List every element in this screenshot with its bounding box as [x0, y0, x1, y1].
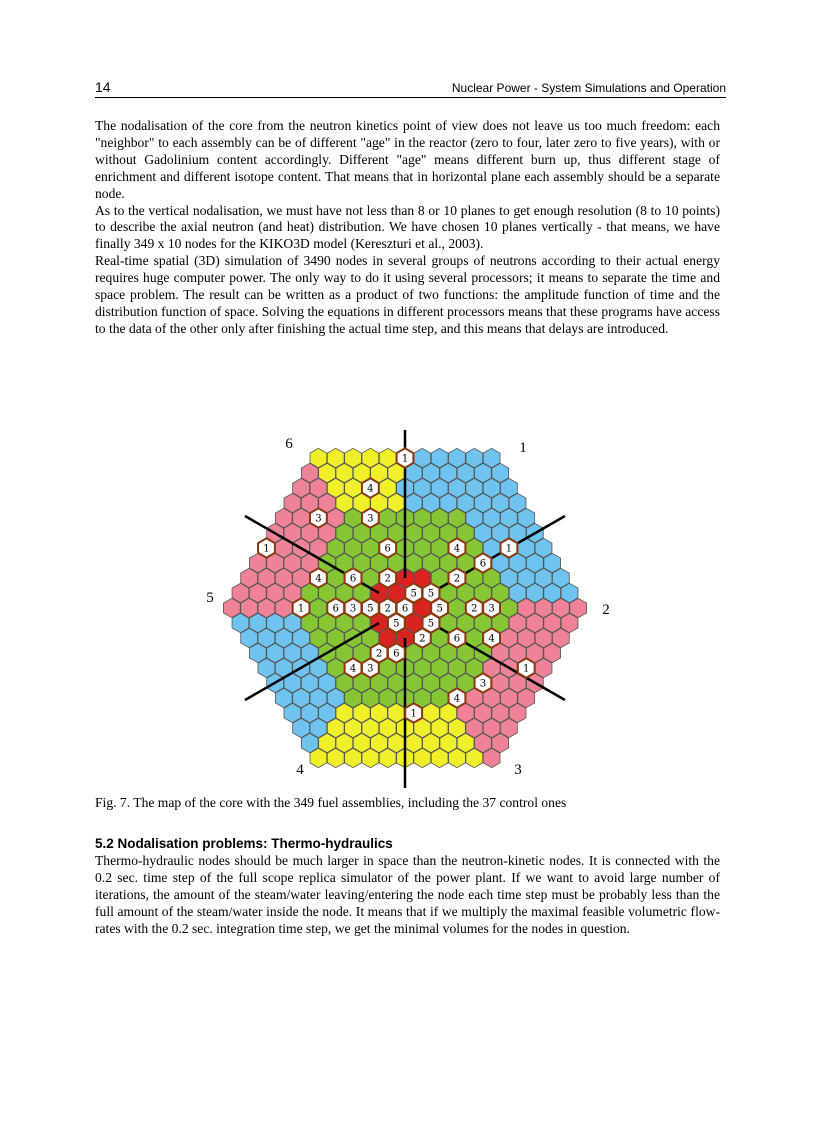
control-assembly-marker: [475, 673, 492, 692]
control-assembly-marker: [379, 568, 396, 587]
control-group-number: 3: [479, 678, 487, 690]
control-assembly-marker: [327, 598, 344, 617]
core-map-figure: [190, 430, 630, 790]
sector-label-4: 4: [296, 762, 304, 778]
control-assembly-marker: [388, 643, 405, 662]
control-group-number: 5: [393, 618, 400, 630]
control-group-number: 2: [471, 603, 478, 615]
control-group-number: 4: [488, 633, 495, 645]
control-group-number: 1: [297, 603, 305, 615]
control-group-number: 4: [315, 573, 322, 585]
paragraph-3: Real-time spatial (3D) simulation of 3490 nodes in several groups of neutrons according to their actual energy requires huge computer power. The only way to do it using several processors; it means to separate the time and space problem. The result can be written as a product of two functions: the amplitude function of time and the distribution function of space. Solving the equations in different processors means that these programs have access to the data of the other only after finishing the actual time step, and this means that delays are introduced.: [95, 253, 720, 336]
section-heading: 5.2 Nodalisation problems: Thermo-hydraulics: [95, 836, 393, 851]
control-group-number: 3: [488, 603, 495, 615]
sector-label-6: 6: [285, 436, 293, 452]
control-group-number: 5: [427, 588, 435, 600]
control-group-number: 1: [263, 543, 270, 555]
control-group-number: 5: [436, 603, 443, 615]
control-assembly-marker: [483, 598, 500, 617]
control-group-number: 2: [419, 633, 426, 645]
section-paragraph: Thermo-hydraulic nodes should be much larger in space than the neutron-kinetic nodes. It is connected with the 0.2 sec. time step of the full scope replica simulator of the power plant. If we want to avoid large number of iterations, the amount of the steam/water leaving/entering the node each time step must be probably less than the full amount of the steam/water inside the node. It means that if we multiply the maximal feasible volumetric flow-rates with the 0.2 sec. integration time step, we get the minimal volumes for the nodes in question.: [95, 853, 720, 936]
control-group-number: 4: [453, 543, 461, 555]
control-assembly-marker: [449, 538, 466, 557]
control-group-number: 3: [367, 513, 374, 525]
control-assembly-marker: [466, 598, 483, 617]
control-group-number: 1: [401, 453, 409, 465]
control-group-number: 2: [384, 603, 391, 615]
page-header: [95, 79, 726, 98]
control-group-number: 2: [384, 573, 391, 585]
control-assembly-marker: [362, 598, 379, 617]
sector-label-1: 1: [519, 440, 527, 456]
paragraph-1: The nodalisation of the core from the neutron kinetics point of view does not leave us too much freedom: each "neighbor" to each assembly can be of different "age" in the reactor (zero to four, later zero to five years), with or without Gadolinium content accordingly. Different "age" means different burn up, thus different stage of enrichment and different isotope content. That means that in horizontal plane each assembly should be a separate node.: [95, 118, 720, 201]
control-group-number: 6: [401, 603, 409, 615]
control-assembly-marker: [310, 508, 327, 527]
control-assembly-marker: [475, 553, 492, 572]
control-group-number: 6: [332, 603, 339, 615]
control-assembly-marker: [449, 568, 466, 587]
control-group-number: 1: [523, 663, 530, 675]
control-group-number: 5: [427, 618, 435, 630]
control-group-number: 6: [453, 633, 461, 645]
control-assembly-marker: [345, 598, 362, 617]
control-assembly-marker: [258, 538, 275, 557]
control-assembly-marker: [483, 628, 500, 647]
control-assembly-marker: [449, 688, 466, 707]
control-group-number: 2: [453, 573, 461, 585]
running-title: Nuclear Power - System Simulations and Operation: [451, 81, 726, 95]
control-assembly-marker: [449, 628, 466, 647]
sector-label-3: 3: [514, 762, 522, 778]
control-group-number: 2: [375, 648, 383, 660]
section-body: [95, 853, 720, 938]
control-group-number: 3: [315, 513, 322, 525]
control-group-number: 6: [393, 648, 400, 660]
page-number: 14: [95, 79, 111, 95]
control-group-number: 1: [505, 543, 513, 555]
control-assembly-marker: [388, 613, 405, 632]
sector-label-5: 5: [206, 590, 214, 606]
control-assembly-marker: [362, 508, 379, 527]
control-assembly-marker: [362, 658, 379, 677]
control-assembly-marker: [345, 568, 362, 587]
control-assembly-marker: [362, 478, 379, 497]
control-assembly-marker: [310, 568, 327, 587]
figure-caption: Fig. 7. The map of the core with the 349 fuel assemblies, including the 37 control ones: [95, 795, 567, 810]
control-assembly-marker: [405, 703, 422, 722]
core-map-svg: [190, 430, 630, 790]
control-group-number: 1: [410, 708, 417, 720]
control-assembly-marker: [345, 658, 362, 677]
paragraph-2: As to the vertical nodalisation, we must have not less than 8 or 10 planes to get enough resolution (8 to 10 points) to describe the axial neutron (and heat) distribution. We have chosen 10 planes vertically - that means, we have finally 349 x 10 nodes for the KIKO3D model (Kereszturi et al., 2003).: [95, 202, 720, 252]
control-assembly-marker: [379, 538, 396, 557]
control-group-number: 4: [453, 693, 461, 705]
control-group-number: 6: [349, 573, 357, 585]
control-assembly-marker: [501, 538, 518, 557]
body-text: [95, 118, 720, 338]
control-group-number: 5: [410, 588, 417, 600]
control-group-number: 4: [367, 483, 374, 495]
control-assembly-marker: [397, 448, 414, 467]
sector-label-2: 2: [602, 602, 610, 618]
control-assembly-marker: [293, 598, 310, 617]
control-group-number: 6: [479, 558, 487, 570]
control-group-number: 3: [367, 663, 374, 675]
control-group-number: 4: [349, 663, 357, 675]
control-assembly-marker: [518, 658, 535, 677]
control-group-number: 6: [384, 543, 391, 555]
control-assembly-marker: [414, 628, 431, 647]
control-group-number: 3: [349, 603, 357, 615]
control-group-number: 5: [367, 603, 374, 615]
